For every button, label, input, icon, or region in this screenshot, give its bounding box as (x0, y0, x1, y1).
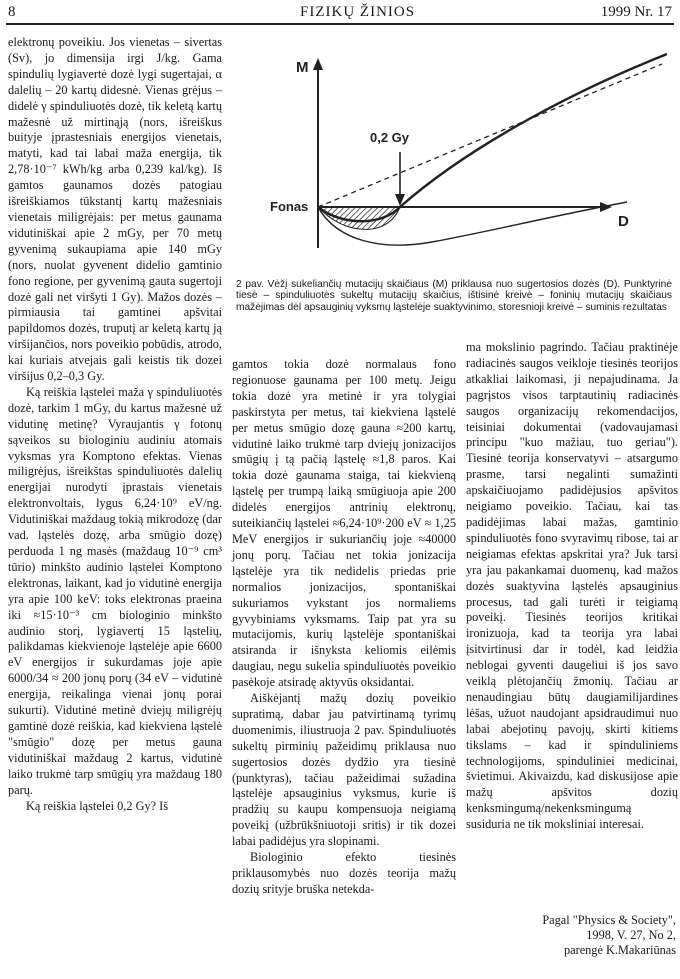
source-line: 1998, V. 27, No 2, (586, 928, 676, 942)
dose-marker-label: 0,2 Gy (370, 130, 410, 145)
hatched-region (318, 207, 400, 229)
y-axis-arrow (313, 58, 323, 70)
paragraph: gamtos tokia dozė normalaus fono regionuose gaunama per 100 metų. Jeigu tokia dozė yra metinė ir yra tolygiai paskirstyta per metus, tai kiekviena ląstelė per metus smūgio dozę gauna ≈200 kartų, vidutinė laiko trukmė tarp dviejų jonizacijos smūgių į tą pačią ląstelę ≈1,8 paros. Kai tokia dozė gaunama staiga, tai kiekvieną ląstelę per trumpą laiką smūgiuoja apie 200 didelės energijos antrinių elektronų, suteikiančių ląstelei ≈6,24·10⁹·200 eV ≈ 1,25 MeV energijos ir sukuriančių joje ≈40000 jonų porų. Tačiau net tokia jonizacija ląstelėje yra tik nedidelis priedas prie normalios jonizacijos, spontaniškai sukuriamos vykstant jos normaliems gyvybiniams vyksmams. Taip pat yra su mutacijomis, kurių ląstelėje spontaniškai atsiranda ir išnyksta keliomis eilėmis daugiau, negu sukelia spinduliuotės poveikio pasėkoje atsiradę aktyvūs oksidantai. (232, 357, 456, 690)
issue-number: 1999 Nr. 17 (600, 4, 672, 20)
page-header (0, 4, 680, 22)
paragraph: Ką reiškia ląstelei 0,2 Gy? Iš (26, 798, 169, 813)
text-column-3 (466, 340, 678, 833)
paragraph: Aiškėjantį mažų dozių poveikio supratimą, dabar jau patvirtinamą tyrimų duomenimis, iliustruoja 2 pav. Spinduliuotės sukeltų pirminių pažeidimų priklausa nuo sugertosios dozės dydžio yra tiesinė (punktyras), tačiau pažeidimai sužadina ląstelėje apsauginius vyksmus, kurie iš pradžių su kaupu kompensuoja neigiamą poveikį (užbrūkšniuotoji sritis) ir tik dozei labai padidėjus yra slopinami. (232, 691, 456, 849)
x-axis-label: D (618, 213, 629, 230)
y-axis-label: M (296, 59, 309, 76)
paragraph: ma mokslinio pagrindo. Tačiau praktinėje radiacinės saugos veikloje tiesinės teorijos atkakliai laikomasi, ji nepajudinama. Ja pagrįstos visos tarptautinių radiacinės saugos organizacijų rekomendacijos, teisiniai dokumentai (vadovaujamasi principu "kuo mažiau, tuo geriau"). Tiesinė teorija konservatyvi – atsargumo prasme, tarsi negalinti sumažinti apskaičiuojamo padidėjusios apšvitos neigiamo poveikio. Tačiau, kai tas padidėjimas labai mažas, gamtinio spinduliuotės fono svyravimų ribose, tai ar neigiamas efektas apskritai yra? Juk tarsi yra jau pakankamai duomenų, kad mažos dozės suaktyvina ląstelės apsauginius procesus, tad gali turėti ir teigiamą poveikį. Tiesinės teorijos kritikai ironizuoja, kad ta teorija yra labai įsitvirtinusi dar ir todėl, kad leidžia neblogai gyventi daugeliui iš jos savo veiklą plėtojančių žmonių. Tačiau ar nenaudingiau būtų daugiamilijardines lėšas, užuot naudojant apsidraudimui nuo labai abejotinų pavojų, skirti kitiems tikslams – kad ir spinduliniems technologijoms, spinduliniei medicinai, švietimui. Akivaizdu, kad diskusijose apie mažų apšvitos dozių kenksmingumą/nekenksmingumą susiduria ne tik moksliniai interesai. (466, 340, 678, 832)
journal-title: FIZIKŲ ŽINIOS (300, 4, 416, 20)
text-column-2 (232, 357, 456, 898)
header-rule (6, 23, 674, 25)
figure-2-graph (232, 36, 676, 276)
page-number: 8 (8, 4, 16, 20)
paragraph: Ką reiškia ląstelei maža γ spinduliuotės dozė, tarkim 1 mGy, du kartus mažesnė už vidutinę metinę? Vyraujantis γ fotonų sąveikos su biologiniu audiniu atomais vyksmas yra Komptono efektas. Vienas miligrėjus, išreikštas spinduliuotės dalelių energijai nurodyti įprastais vienetais elektronvoltais, lygus 6,24·10⁹ eV/ng. Vidutiniškai maždaug tokią mikrodozę (dar vad. ląstelės dozę, arba smūgio dozę) perduoda 1 ng masės (maždaug 10⁻⁹ cm³ tūrio) minkšto audinio ląstelei Komptono elektronas, laikant, kad jo vidutinė energija yra apie 100 keV: toks elektronas praeina iki ≈15·10⁻³ cm biologinio minkšto audinio storį, lygiavertį 15 ląstelių, palikdamas kiekvienoje ląstelėje apie 6600 eV energijos ir sukurdamas joje apie 6000/34 ≈ 200 jonų porų (34 eV – vidutinė energija, reikalinga vienai jonų porai sukurti). Vidutinė metinė dviejų miligrėjų gamtinė dozė reiškia, kad kiekviena ląstelė "smūgio" dozę per metus gauna vidutiniškai maždaug 2 kartus, vidutinė laiko trukmė tarp smūgių yra maždaug 180 parų. (8, 384, 222, 797)
baseline-label: Fonas (270, 199, 309, 214)
figure-caption: 2 pav. Vėžį sukeliančių mutacijų skaičiaus (M) priklausa nuo sugertosios dozės (D). Punktyrinė tiesė – spinduliuotės sukeltų mutacijų skaičius, ištisinė kreivė – foninių mutacijų skaičiaus mažėjimas dėl apsauginių vyksmų ląstelėje suaktyvinimo, storesnioji kreivė – suminis rezultatas (236, 279, 672, 313)
paragraph: Biologinio efekto tiesinės priklausomybės nuo dozės teorija mažų dozių srityje bruška netekda- (232, 850, 456, 896)
author-line: parengė K.Makariūnas (564, 943, 676, 957)
paragraph: elektronų poveikiu. Jos vienetas – sivertas (Sv), jo dimensija irgi J/kg. Gama spindulių lygiavertė dozė lygi sugertajai, α dalelių – 20 kartų didesnė. Vienas grėjus – didelė γ spinduliuotės dozė, tik keletą kartų mažesnė už mirtinąją (nors, išreiškus buityje įprastesniais energijos vienetais, matyti, kad tai labai maža energija, tik 2,78·10⁻⁷ kWh/kg arba 0,239 kal/kg). Iš gamtos gaunamos dozės patogiau išreiškiamos tūkstantį kartų mažesniais vienetais miligrėjais: per metus gaunama vidutiniškai apie 2 mGy, per 70 metų gyvenimą sukaupiama apie 140 mGy (nors, nuolat gyvenent didelio gamtinio fono regione, per gyvenimą gauta sugertoji dozė gali net viršyti 1 Gy). Mažos dozės – pirmiausia tai gamtinei apšvitai papildomos dozės, truputį ar keletą kartų ją viršijančios, nors poveikio pobūdis, atrodo, kai kuriais atvejais gali keistis tik dozei viršijus 0,2–0,3 Gy. (8, 35, 222, 384)
text-column-1 (8, 35, 222, 814)
source-line: Pagal "Physics & Society", (542, 913, 676, 927)
source-note (480, 913, 676, 958)
